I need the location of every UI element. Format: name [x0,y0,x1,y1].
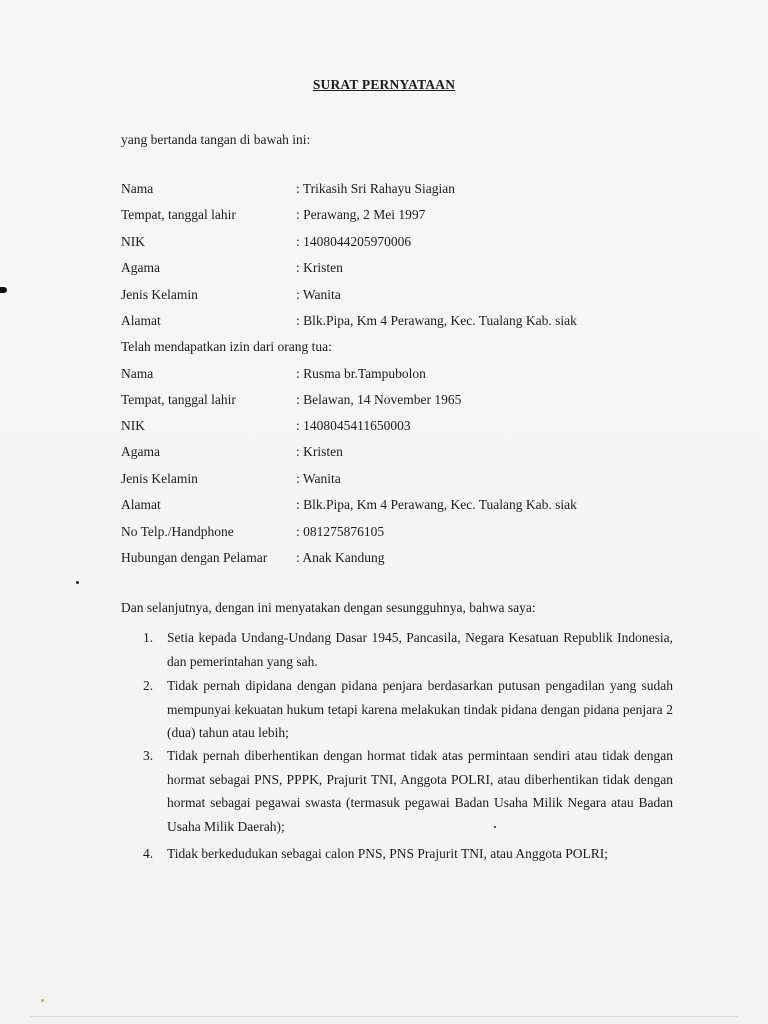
field-value: : Wanita [296,471,341,486]
declaration-text: Dan selanjutnya, dengan ini menyatakan dengan sesungguhnya, bahwa saya: [121,600,536,615]
statement-item [143,674,673,745]
field-value: : Perawang, 2 Mei 1997 [296,207,426,222]
punch-hole-mark [0,287,7,293]
field-value: : Anak Kandung [296,550,385,565]
field-value: : Wanita [296,287,341,302]
field-label: Agama [121,444,160,459]
field-label: Tempat, tanggal lahir [121,392,236,407]
field-label: No Telp./Handphone [121,524,234,539]
field-label: Nama [121,366,154,381]
field-value: : Blk.Pipa, Km 4 Perawang, Kec. Tualang Kab. siak [296,497,577,512]
statement-text: Tidak pernah diberhentikan dengan hormat tidak atas permintaan sendiri atau tidak dengan hormat sebagai PNS, PPPK, Prajurit TNI, Anggota POLRI, atau diberhentikan tidak dengan hormat sebagai pegawai swasta (termasuk pegawai Badan Usaha Milik Negara atau Badan Usaha Milik Daerah); [167,748,673,834]
field-value: : 1408045411650003 [296,418,411,433]
statement-number: 2. [143,678,154,693]
statement-text: Setia kepada Undang-Undang Dasar 1945, Pancasila, Negara Kesatuan Republik Indonesia, dan pemerintahan yang sah. [167,630,673,669]
scan-speck [76,581,79,584]
statement-number: 4. [143,846,154,861]
field-value: : Rusma br.Tampubolon [296,366,426,381]
statement-item [143,626,673,673]
field-label: Alamat [121,497,161,512]
field-label: Tempat, tanggal lahir [121,207,236,222]
scan-speck [41,999,44,1002]
document-title: SURAT PERNYATAAN [312,77,456,92]
intro-text: yang bertanda tangan di bawah ini: [121,132,311,147]
parent-heading: Telah mendapatkan izin dari orang tua: [121,339,332,354]
field-label: Alamat [121,313,161,328]
scan-speck [494,826,496,828]
field-value: : Kristen [296,260,343,275]
statement-text: Tidak berkedudukan sebagai calon PNS, PNS Prajurit TNI, atau Anggota POLRI; [167,846,608,861]
field-value: : Blk.Pipa, Km 4 Perawang, Kec. Tualang Kab. siak [296,313,577,328]
statement-item [143,842,673,866]
statement-number: 1. [143,630,154,645]
field-label: Jenis Kelamin [121,287,198,302]
field-value: : Kristen [296,444,343,459]
statement-item [143,744,673,838]
field-value: : Belawan, 14 November 1965 [296,392,462,407]
scan-edge-line [30,1016,738,1017]
field-label: Nama [121,181,154,196]
statement-text: Tidak pernah dipidana dengan pidana penjara berdasarkan putusan pengadilan yang sudah mempunyai kekuatan hukum tetapi karena melakukan tindak pidana dengan pidana penjara 2 (dua) tahun atau lebih; [167,678,673,740]
field-label: Agama [121,260,160,275]
field-label: NIK [121,234,145,249]
statement-number: 3. [143,748,154,763]
field-value: : 081275876105 [296,524,385,539]
field-value: : 1408044205970006 [296,234,412,249]
field-label: Jenis Kelamin [121,471,198,486]
field-label: NIK [121,418,145,433]
field-value: : Trikasih Sri Rahayu Siagian [296,181,456,196]
field-label: Hubungan dengan Pelamar [121,550,268,565]
